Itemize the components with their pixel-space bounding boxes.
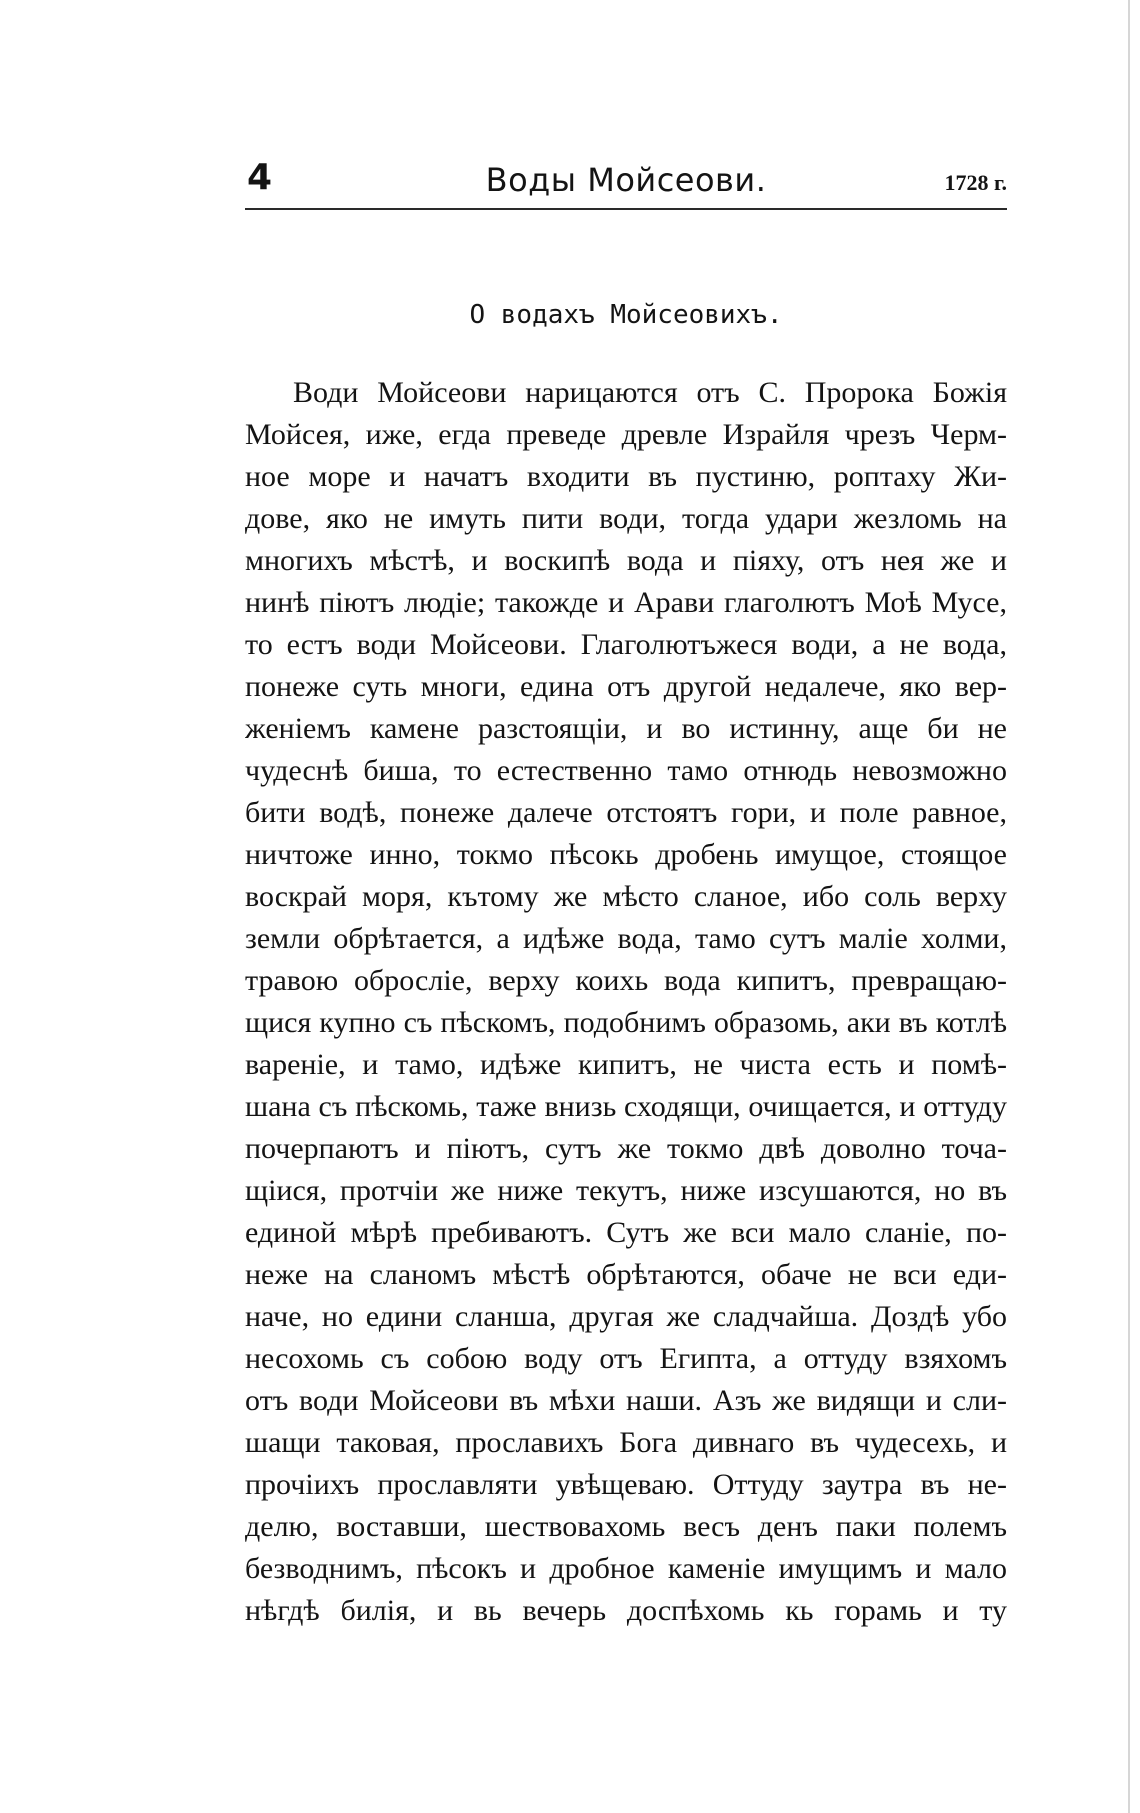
text-line: дове, яко не имуть пити води, тогда удари жезломь на <box>245 502 1007 535</box>
text-line: неже на сланомъ мѣстѣ обрѣтаются, обаче не вси еди- <box>245 1258 1007 1291</box>
text-line: Мойсея, иже, егда преведе древле Израйля чрезъ Черм- <box>245 418 1007 451</box>
text-line: то естъ води Мойсеови. Глаголютъжеся води, а не вода, <box>245 628 1007 661</box>
page-number: 4 <box>247 157 273 198</box>
page-edge-line <box>1128 0 1130 1813</box>
text-line: шащи таковая, прославихъ Бога дивнаго въ чудесехь, и <box>245 1426 1007 1459</box>
text-line: безводнимъ, пѣсокъ и дробное каменіе имущимъ и мало <box>245 1552 1007 1585</box>
text-line: прочіихъ прославляти увѣщеваю. Оттуду заутра въ не- <box>245 1468 1007 1501</box>
text-line: вареніе, и тамо, идѣже кипитъ, не чиста есть и помѣ- <box>245 1048 1007 1081</box>
text-line: шана съ пѣскомь, таже внизь сходящи, очищается, и оттуду <box>245 1090 1007 1123</box>
text-line: делю, воставши, шествовахомь весъ денъ паки полемъ <box>245 1510 1007 1543</box>
text-line: почерпаютъ и піютъ, сутъ же токмо двѣ доволно точа- <box>245 1132 1007 1165</box>
text-line: ничтоже инно, токмо пѣсокь дробень имущое, стоящое <box>245 838 1007 871</box>
text-line: земли обрѣтается, а идѣже вода, тамо сутъ маліе холми, <box>245 922 1007 955</box>
text-line: воскрай моря, кътому же мѣсто сланое, ибо соль верху <box>245 880 1007 913</box>
body-text <box>245 372 1007 1632</box>
text-line: многихъ мѣстѣ, и воскипѣ вода и піяху, отъ нея же и <box>245 544 1007 577</box>
text-line: понеже суть многи, едина отъ другой недалече, яко вер- <box>245 670 1007 703</box>
running-head <box>245 158 1007 212</box>
text-line: щися купно съ пѣскомъ, подобнимъ образомь, аки въ котлѣ <box>245 1006 1007 1039</box>
text-line: чудеснѣ биша, то естественно тамо отнюдь невозможно <box>245 754 1007 787</box>
text-line: ное море и начатъ входити въ пустиню, роптаху Жи- <box>245 460 1007 493</box>
text-line: нѣгдѣ билія, и вь вечерь доспѣхомь кь горамь и ту <box>245 1594 1007 1627</box>
year-mark: 1728 г. <box>944 170 1007 195</box>
text-line: нинѣ піютъ людіе; такожде и Арави глаголютъ Моѣ Мусе, <box>245 586 1007 619</box>
text-line: отъ води Мойсеови въ мѣхи наши. Азъ же видящи и сли- <box>245 1384 1007 1417</box>
text-line: Води Мойсеови нарицаются отъ С. Пророка Божія <box>293 376 1007 409</box>
text-line: наче, но едини сланша, другая же сладчайша. Доздѣ убо <box>245 1300 1007 1333</box>
text-line: щіися, протчіи же ниже текутъ, ниже изсушаются, но въ <box>245 1174 1007 1207</box>
header-rule <box>245 208 1007 210</box>
running-title: Воды Мойсеови. <box>485 161 767 199</box>
text-line: несохомь съ собою воду отъ Египта, а оттуду взяхомъ <box>245 1342 1007 1375</box>
section-heading: О водахъ Мойсеовихъ. <box>469 300 783 330</box>
text-line: бити водѣ, понеже далече отстоятъ гори, и поле равное, <box>245 796 1007 829</box>
text-line: единой мѣрѣ пребиваютъ. Сутъ же вси мало сланіе, по- <box>245 1216 1007 1249</box>
text-line: травою обросліе, верху коихь вода кипитъ, превращаю- <box>245 964 1007 997</box>
text-line: женіемъ камене разстоящіи, и во истинну, аще би не <box>245 712 1007 745</box>
